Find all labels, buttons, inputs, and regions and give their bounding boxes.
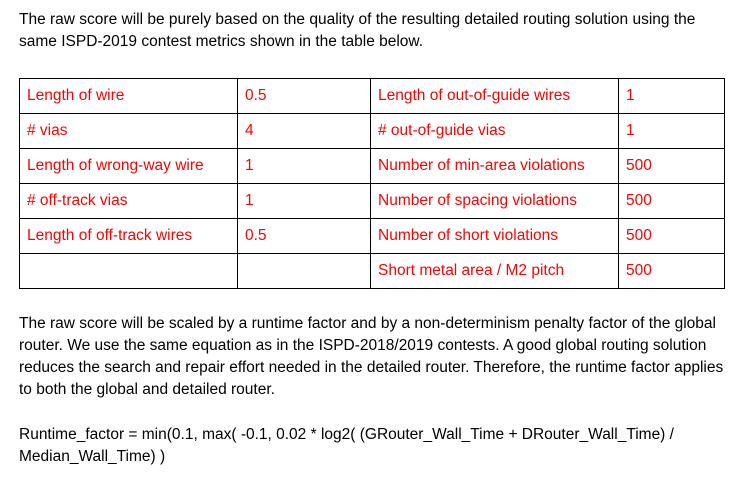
metric-name-cell: # vias [20, 114, 238, 149]
metric-name-cell: Number of short violations [371, 219, 619, 254]
metric-name-cell: Length of wire [20, 79, 238, 114]
metric-name-cell: # off-track vias [20, 184, 238, 219]
metric-name-cell: Length of wrong-way wire [20, 149, 238, 184]
metric-name-cell: Number of min-area violations [371, 149, 619, 184]
table-row [20, 219, 725, 254]
table-row [20, 254, 725, 289]
table-row [20, 79, 725, 114]
metric-name-cell: Length of out-of-guide wires [371, 79, 619, 114]
metric-weight-cell: 1 [238, 184, 371, 219]
metric-weight-cell: 0.5 [238, 79, 371, 114]
metric-weight-cell: 500 [619, 254, 725, 289]
metric-name-cell: Short metal area / M2 pitch [371, 254, 619, 289]
metric-weight-cell: 500 [619, 219, 725, 254]
metric-weight-cell: 500 [619, 184, 725, 219]
empty-cell [238, 254, 371, 289]
metric-weight-cell: 4 [238, 114, 371, 149]
intro-paragraph: The raw score will be purely based on the quality of the resulting detailed routing solution using the same ISPD-2019 contest metrics shown in the table below. [19, 11, 696, 50]
metric-weight-cell: 0.5 [238, 219, 371, 254]
table-row [20, 149, 725, 184]
runtime-formula: Runtime_factor = min(0.1, max( -0.1, 0.02 * log2( (GRouter_Wall_Time + DRouter_Wall_Time) / Median_Wall_Time) ) [19, 426, 674, 465]
empty-cell [20, 254, 238, 289]
metric-name-cell: Length of off-track wires [20, 219, 238, 254]
metric-weight-cell: 500 [619, 149, 725, 184]
scaling-paragraph: The raw score will be scaled by a runtime factor and by a non-determinism penalty factor of the global router. We use the same equation as in the ISPD-2018/2019 contests. A good global routing solution reduces the search and repair effort needed in the detailed router. Therefore, the runtime factor applies to both the global and detailed router. [19, 315, 724, 398]
metric-weight-cell: 1 [238, 149, 371, 184]
metric-name-cell: Number of spacing violations [371, 184, 619, 219]
metric-weight-cell: 1 [619, 79, 725, 114]
metric-name-cell: # out-of-guide vias [371, 114, 619, 149]
metrics-table [19, 78, 725, 289]
table-row [20, 114, 725, 149]
metric-weight-cell: 1 [619, 114, 725, 149]
table-row [20, 184, 725, 219]
